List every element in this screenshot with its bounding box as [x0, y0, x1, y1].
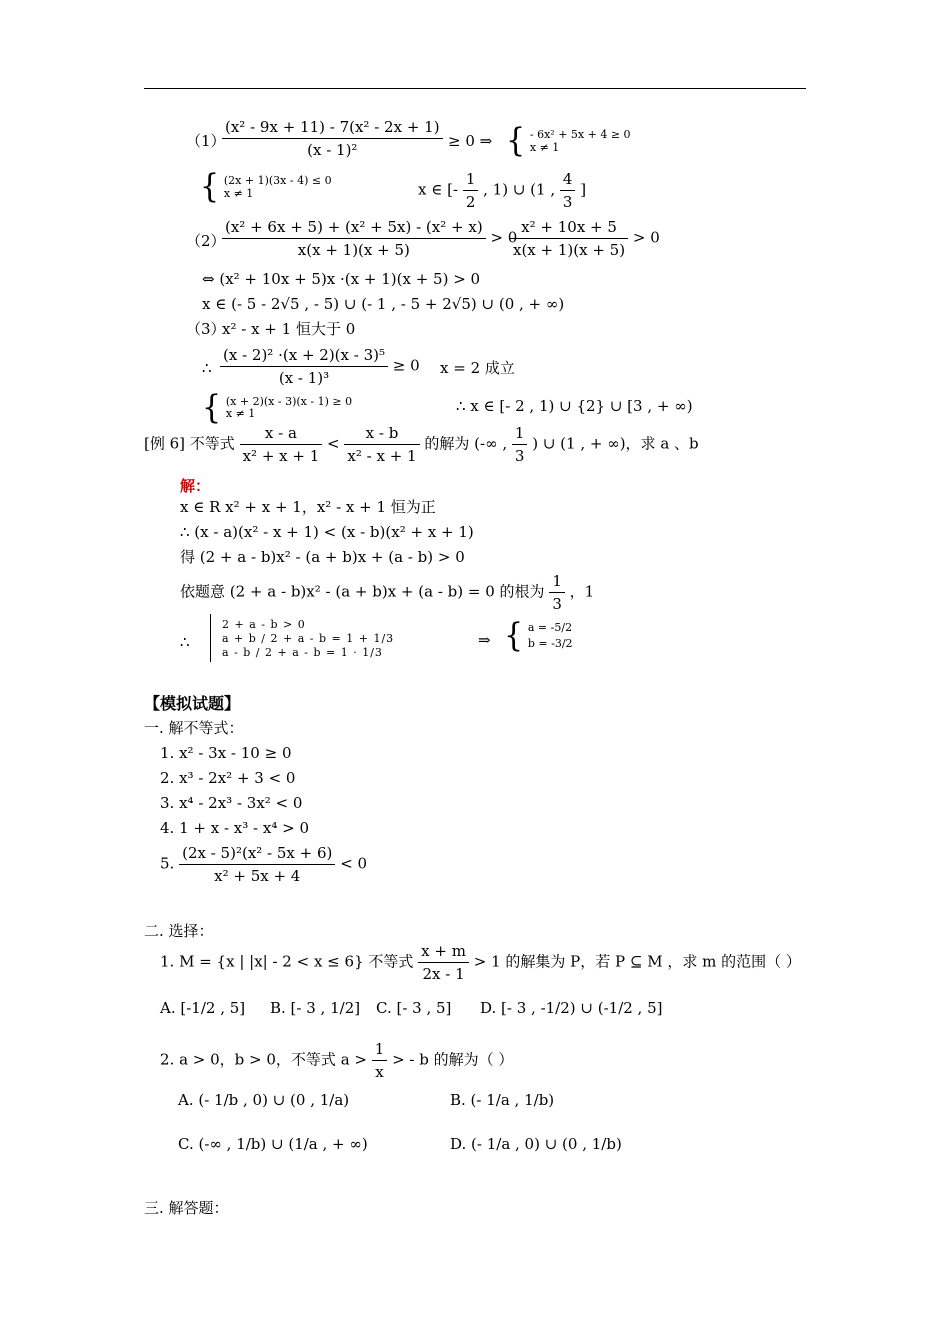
solution-system-line2: a + b / 2 + a - b = 1 + 1/3 — [222, 632, 395, 645]
item3-therefore: ∴ — [202, 359, 212, 377]
item1-relation: ≥ 0 ⇒ — [448, 132, 493, 150]
choice-q2-option-d: D. (- 1/a , 0) ∪ (0 , 1/b) — [450, 1135, 622, 1153]
choice-q1 — [160, 940, 801, 985]
item1-result — [418, 168, 586, 213]
practice-q5-num: (2x - 5)²(x² - 5x + 6) — [179, 842, 335, 865]
item3-label: （3） — [186, 320, 226, 338]
item1-system-line-a: - 6x² + 5x + 4 ≥ 0 — [529, 128, 631, 141]
item3-denominator: (x - 1)³ — [278, 369, 330, 387]
solution-arrow-icon: ⇒ — [478, 631, 491, 649]
example6-frac-den: 3 — [514, 447, 525, 465]
practice-section3: 三. 解答题： — [144, 1199, 229, 1217]
practice-q5-den: x² + 5x + 4 — [214, 867, 301, 885]
choice-q1-num: x + m — [418, 940, 469, 963]
solution-system-line1: 2 + a - b > 0 — [222, 618, 306, 631]
item2-numerator: (x² + 6x + 5) + (x² + 5x) - (x² + x) — [222, 216, 486, 239]
item1-result-num2: 4 — [560, 168, 576, 191]
choice-q1-option-a: A. [-1/2 , 5] — [160, 999, 246, 1017]
solution-line4-den: 3 — [552, 595, 562, 613]
item2-numerator2: x² + 10x + 5 — [510, 216, 628, 239]
item2-line3: ⇔ (x² + 10x + 5)x ·(x + 1)(x + 5) > 0 — [202, 270, 481, 288]
item1-fraction — [222, 116, 443, 161]
example6-frac-num: 1 — [512, 422, 528, 445]
example6-lt: < — [327, 434, 340, 453]
example6-num2: x - b — [344, 422, 419, 445]
solution-line1: x ∈ R x² + x + 1，x² - x + 1 恒为正 — [180, 498, 436, 516]
choice-q2-pre: 2. a > 0，b > 0，不等式 a > — [160, 1050, 367, 1069]
example6-den2: x² - x + 1 — [347, 447, 417, 465]
choice-q2-option-b: B. (- 1/a , 1/b) — [450, 1091, 555, 1109]
solution-line4-num: 1 — [549, 570, 565, 593]
item1-result-pre: x ∈ [- — [418, 180, 459, 199]
choice-q1-den: 2x - 1 — [422, 965, 465, 983]
header-rule — [144, 88, 806, 89]
solution-line4 — [180, 570, 594, 615]
choice-q1-pre: 1. M = {x | |x| - 2 < x ≤ 6} 不等式 — [160, 952, 414, 971]
item2-denominator: x(x + 1)(x + 5) — [297, 241, 410, 259]
item2-fraction2 — [510, 216, 660, 261]
solution-system — [222, 618, 394, 660]
example6-num1: x - a — [240, 422, 323, 445]
item1-system — [506, 121, 631, 160]
solution-line4-text: 依题意 (2 + a - b)x² - (a + b)x + (a - b) = 0 的根为 — [180, 582, 545, 601]
item1-label: （1） — [186, 132, 226, 150]
left-brace-icon: { — [202, 388, 222, 427]
practice-q5-rel: < 0 — [340, 854, 368, 873]
solution-answer-a: a = -5/2 — [527, 621, 573, 634]
item1-numerator: (x² - 9x + 11) - 7(x² - 2x + 1) — [222, 116, 443, 139]
item3-result: ∴ x ∈ [- 2 , 1) ∪ {2} ∪ [3 , + ∞) — [456, 397, 693, 415]
example6-end: ) ∪ (1 , + ∞)，求 a 、b — [532, 434, 699, 453]
item1-result-den2: 3 — [562, 193, 573, 211]
solution-therefore: ∴ — [180, 633, 190, 651]
choice-q2-den: x — [375, 1063, 384, 1081]
practice-section2: 二. 选择： — [144, 922, 214, 940]
choice-q1-option-d: D. [- 3 , -1/2) ∪ (-1/2 , 5] — [480, 999, 663, 1017]
solution-label: 解： — [180, 477, 211, 495]
solution-system-line3: a - b / 2 + a - b = 1 · 1/3 — [222, 646, 383, 659]
item3-system-line-a: (x + 2)(x - 3)(x - 1) ≥ 0 — [225, 395, 353, 408]
item2-denominator2: x(x + 1)(x + 5) — [513, 241, 626, 259]
choice-q2-post: > - b 的解为（ ） — [392, 1050, 514, 1069]
practice-section1: 一. 解不等式： — [144, 719, 244, 737]
item3-fraction — [220, 344, 420, 389]
item1-result-end: ] — [580, 180, 587, 199]
practice-q5-label: 5. — [160, 854, 175, 873]
choice-q1-option-b: B. [- 3 , 1/2] — [270, 999, 361, 1017]
example6-den1: x² + x + 1 — [242, 447, 320, 465]
item3-relation: ≥ 0 — [392, 356, 420, 375]
left-brace-icon: { — [504, 616, 524, 655]
choice-q1-option-c: C. [- 3 , 5] — [376, 999, 452, 1017]
item2-relation: > 0 — [490, 228, 518, 247]
practice-heading: 【模拟试题】 — [144, 694, 241, 713]
choice-q2-option-c: C. (-∞ , 1/b) ∪ (1/a , + ∞) — [178, 1135, 368, 1153]
item2-fraction — [222, 216, 517, 261]
practice-q5 — [160, 842, 367, 887]
solution-answer — [504, 616, 573, 655]
item1-system2-line-a: (2x + 1)(3x - 4) ≤ 0 — [223, 174, 332, 187]
solution-answer-b: b = -3/2 — [527, 637, 573, 650]
item3-system — [202, 388, 353, 427]
item2-label: （2） — [186, 232, 226, 250]
item1-denominator: (x - 1)² — [307, 141, 358, 159]
example6 — [144, 422, 699, 467]
choice-q2-option-a: A. (- 1/b , 0) ∪ (0 , 1/a) — [178, 1091, 350, 1109]
choice-q1-post: > 1 的解集为 P，若 P ⊆ M ，求 m 的范围（ ） — [473, 952, 801, 971]
example6-label: [例 6] 不等式 — [144, 434, 235, 453]
left-brace-icon: { — [506, 121, 526, 160]
practice-q4: 4. 1 + x - x³ - x⁴ > 0 — [160, 819, 309, 837]
practice-q1: 1. x² - 3x - 10 ≥ 0 — [160, 744, 292, 762]
choice-q2-num: 1 — [372, 1038, 388, 1061]
item1-result-num1: 1 — [463, 168, 479, 191]
example6-mid: 的解为 (-∞ , — [424, 434, 508, 453]
item1-system2-line-b: x ≠ 1 — [223, 187, 254, 200]
item1-system-line-b: x ≠ 1 — [529, 141, 560, 154]
solution-line2: ∴ (x - a)(x² - x + 1) < (x - b)(x² + x + 1) — [180, 523, 474, 541]
item2-relation2: > 0 — [632, 228, 660, 247]
choice-q2 — [160, 1038, 513, 1083]
solution-system-bracket — [210, 614, 217, 662]
item2-line4: x ∈ (- 5 - 2√5 , - 5) ∪ (- 1 , - 5 + 2√5) ∪ (0 , + ∞) — [202, 295, 565, 313]
solution-line3: 得 (2 + a - b)x² - (a + b)x + (a - b) > 0 — [180, 548, 465, 566]
solution-line4-end: ，1 — [569, 582, 595, 601]
practice-q3: 3. x⁴ - 2x³ - 3x² < 0 — [160, 794, 303, 812]
item3-system-line-b: x ≠ 1 — [225, 407, 256, 420]
item1-result-den1: 2 — [465, 193, 476, 211]
item3-numerator: (x - 2)² ·(x + 2)(x - 3)⁵ — [220, 344, 388, 367]
left-brace-icon: { — [200, 167, 220, 206]
item1-result-mid: , 1) ∪ (1 , — [483, 180, 556, 199]
item3-note: x = 2 成立 — [440, 359, 515, 377]
item3-line1: x² - x + 1 恒大于 0 — [222, 320, 356, 338]
item1-system2 — [200, 167, 332, 206]
practice-q2: 2. x³ - 2x² + 3 < 0 — [160, 769, 296, 787]
